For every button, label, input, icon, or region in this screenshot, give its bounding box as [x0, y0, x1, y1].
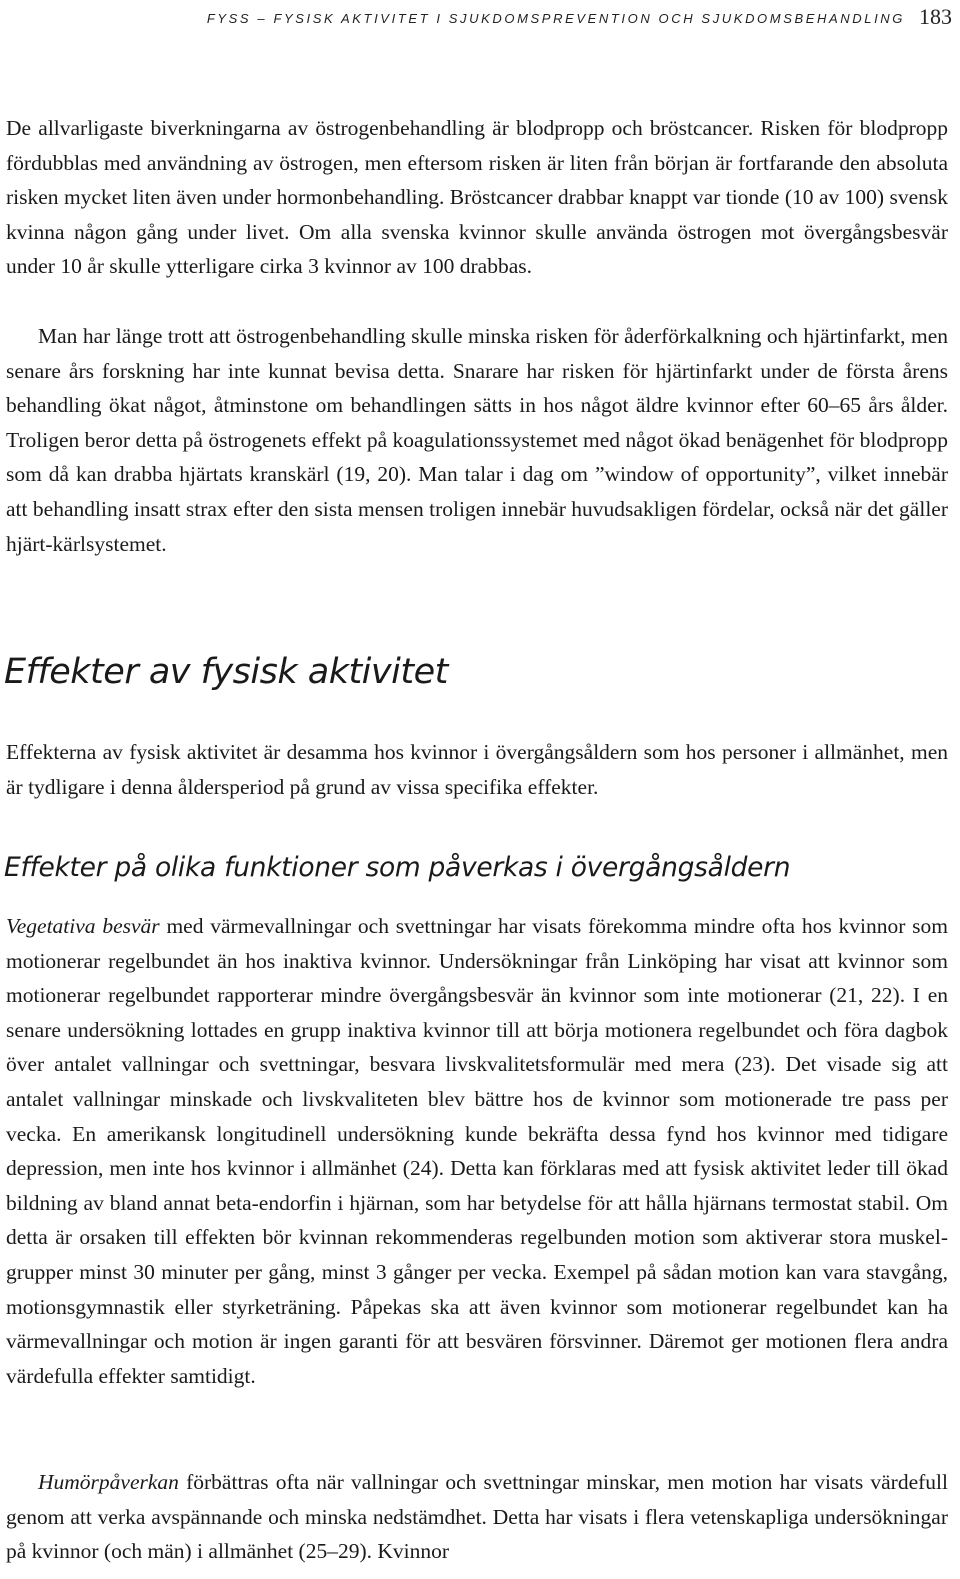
running-head-title: FYSS – FYSISK AKTIVITET I SJUKDOMSPREVENTION OCH SJUKDOMSBEHANDLING — [206, 11, 905, 26]
running-head — [0, 4, 952, 30]
section-heading: Effekter av fysisk aktivitet — [4, 652, 448, 692]
paragraph-hjartinfarkt: Man har länge trott att östrogenbehandling skulle minska risken för åderförkalkning och hjärtinfarkt, men senare års forskning har inte kunnat bevisa detta. Snarare har risken för hjärtinfarkt under de första årens behandling ökat något, åtminstone om behandlingen sätts in hos något äldre kvinnor efter 60–65 års ålder. Troligen beror detta på östrogenets effekt på koagulationssystemet med något ökad benägenhet för blodpropp som då kan drabba hjärtats kranskärl (19, 20). Man talar i dag om ”window of opportunity”, vilket innebär att behandling insatt strax efter den sista mensen troligen innebär huvudsakligen fördelar, också när det gäller hjärt-kärlsystemet. — [6, 324, 948, 556]
paragraph-biverkningar: De allvarligaste biverkningarna av östrogenbehandling är blodpropp och bröstcancer. Risken för blodpropp fördubblas med användning av östrogen, men eftersom risken är liten från början är fortfarande den absoluta risken mycket liten även under hormonbehandling. Bröstcancer drabbar knappt var tionde (10 av 100) svensk kvinna någon gång under livet. Om alla svenska kvinnor skulle använda östrogen mot övergångsbesvär under 10 år skulle ytterligare cirka 3 kvinnor av 100 drabbas. — [6, 116, 948, 279]
paragraph-vegetativa-text: med värmevallningar och svettningar har visats förekomma mindre ofta hos kvinnor som motionerar regelbundet än hos inaktiva kvinnor. Undersökningar från Linköping har visat att kvinnor som motionerar regelbundet rapporterar mindre övergångsbesvär än kvinnor som inte motionerar (21, 22). I en senare undersökning lottades en grupp inaktiva kvinnor till att börja motionera regelbundet och föra dagbok över antalet vallningar och svettningar, besvara livskvalitetsformulär med mera (23). Det visade sig att antalet vallningar minskade och livskvaliteten blev bättre hos de kvinnor som motionerade tre pass per vecka. En amerikansk longitudinell undersökning kunde bekräfta dessa fynd hos kvinnor med tidigare depression, men inte hos kvinnor i allmänhet (24). Detta kan förklaras med att fysisk aktivitet leder till ökad bildning av bland annat beta-endorfin i hjärnan, som har betydelse för att hålla hjärnans termostat stabil. Om detta är orsaken till effekten bör kvinnan rekommenderas regelbunden motion som aktiverar stora muskelgrupper minst 30 minuter per gång, minst 3 gånger per vecka. Exempel på sådan motion kan vara stavgång, motionsgymnastik eller styrketräning. Påpekas ska att även kvinnor som motionerar regelbundet kan ha värmevallningar och motion är ingen garanti för att besvären försvinner. Däremot ger motionen flera andra värdefulla effekter samtidigt. — [6, 914, 948, 1388]
paragraph-humorpaverkan — [6, 1465, 948, 1569]
page-number: 183 — [919, 4, 952, 29]
lead-term-humor: Humörpåverkan — [38, 1470, 179, 1494]
paragraph-vegetativa-besvar — [6, 909, 948, 1393]
paragraph-humor-text: förbättras ofta när vallningar och svettningar minskar, men motion har visats värdefull genom att verka avspännande och minska nedstämdhet. Detta har visats i flera vetenskapliga undersökningar på kvinnor (och män) i allmänhet (25–29). Kvinnor — [6, 1470, 948, 1564]
paragraph-effekter-intro: Effekterna av fysisk aktivitet är desamma hos kvinnor i övergångsåldern som hos personer i allmänhet, men är tydligare i denna åldersperiod på grund av vissa specifika effekter. — [6, 740, 948, 799]
subsection-heading: Effekter på olika funktioner som påverkas i övergångsåldern — [4, 852, 791, 883]
lead-term-vegetativa: Vegetativa besvär — [6, 914, 160, 938]
